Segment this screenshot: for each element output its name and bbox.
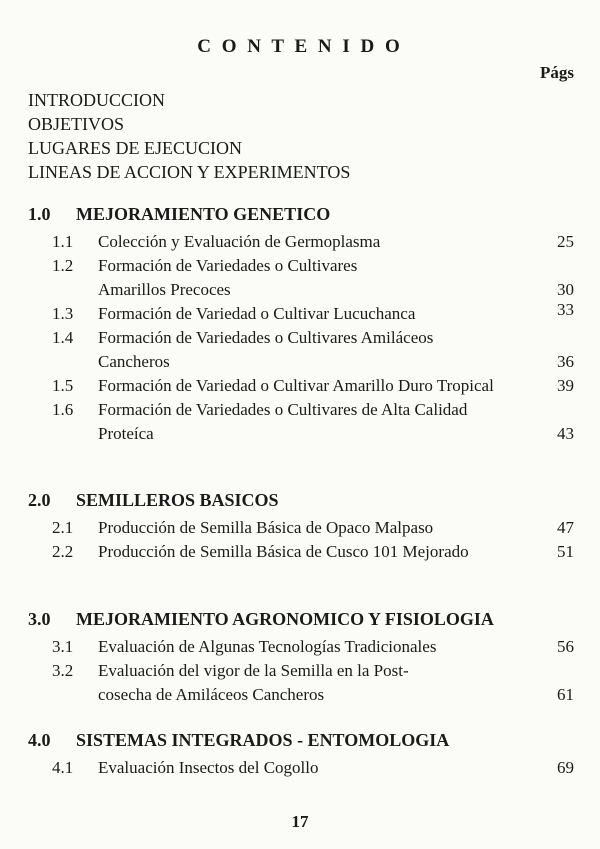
section-heading bbox=[0, 609, 600, 635]
entry-text: Formación de Variedad o Cultivar Lucuchanca bbox=[98, 304, 416, 323]
toc-entry bbox=[0, 659, 600, 707]
section-mejoramiento-agronomico bbox=[0, 609, 600, 707]
pages-column-header: Págs bbox=[540, 63, 574, 82]
toc-entry bbox=[0, 540, 600, 564]
entry-number: 1.1 bbox=[52, 232, 74, 251]
toc-entry bbox=[0, 374, 600, 398]
entry-page: 43 bbox=[557, 424, 574, 443]
entry-text: Formación de Variedades o Cultivares Amarillos Precoces bbox=[98, 256, 358, 299]
section-number: 1.0 bbox=[28, 204, 51, 224]
section-number: 2.0 bbox=[28, 490, 51, 510]
entry-number: 2.2 bbox=[52, 542, 74, 561]
entry-text: Evaluación de Algunas Tecnologías Tradicionales bbox=[98, 637, 437, 656]
section-semilleros-basicos bbox=[0, 490, 600, 564]
intro-item: INTRODUCCION bbox=[28, 90, 165, 110]
toc-entry bbox=[0, 398, 600, 446]
entry-page: 39 bbox=[557, 376, 574, 395]
entry-text: Evaluación Insectos del Cogollo bbox=[98, 758, 319, 777]
entry-page: 51 bbox=[557, 542, 574, 561]
entry-text: Producción de Semilla Básica de Opaco Malpaso bbox=[98, 518, 434, 537]
entry-number: 2.1 bbox=[52, 518, 74, 537]
section-heading bbox=[0, 730, 600, 756]
section-mejoramiento-genetico bbox=[0, 204, 600, 446]
entry-number: 1.5 bbox=[52, 376, 74, 395]
intro-item: LINEAS DE ACCION Y EXPERIMENTOS bbox=[28, 162, 351, 182]
section-number: 4.0 bbox=[28, 730, 51, 750]
intro-item: OBJETIVOS bbox=[28, 114, 125, 134]
section-number: 3.0 bbox=[28, 609, 51, 629]
entry-number: 1.6 bbox=[52, 400, 74, 419]
toc-entry bbox=[0, 516, 600, 540]
toc-entry bbox=[0, 254, 600, 302]
entry-page: 61 bbox=[557, 685, 574, 704]
entry-page: 30 bbox=[557, 280, 574, 299]
entry-text: Formación de Variedades o Cultivares de Alta Calidad Proteíca bbox=[98, 400, 468, 443]
entry-number: 1.3 bbox=[52, 304, 74, 323]
entry-number: 1.2 bbox=[52, 256, 74, 275]
section-title: MEJORAMIENTO GENETICO bbox=[76, 204, 331, 224]
entry-text: Producción de Semilla Básica de Cusco 101 Mejorado bbox=[98, 542, 469, 561]
entry-text: Colección y Evaluación de Germoplasma bbox=[98, 232, 381, 251]
toc-entry bbox=[0, 302, 600, 326]
page-number: 17 bbox=[291, 812, 309, 831]
entry-number: 4.1 bbox=[52, 758, 74, 777]
entry-text: Formación de Variedades o Cultivares Amiláceos Cancheros bbox=[98, 328, 434, 371]
contents-title: C O N T E N I D O bbox=[197, 36, 403, 57]
entry-page: 47 bbox=[557, 518, 574, 537]
intro-item: LUGARES DE EJECUCION bbox=[28, 138, 242, 158]
toc-entry bbox=[0, 230, 600, 254]
entry-number: 1.4 bbox=[52, 328, 74, 347]
entry-page: 56 bbox=[557, 637, 574, 656]
section-title: SEMILLEROS BASICOS bbox=[76, 490, 279, 510]
section-title: MEJORAMIENTO AGRONOMICO Y FISIOLOGIA bbox=[76, 609, 494, 629]
entry-page: 33 bbox=[557, 300, 574, 319]
section-title: SISTEMAS INTEGRADOS - ENTOMOLOGIA bbox=[76, 730, 450, 750]
entry-text: Evaluación del vigor de la Semilla en la Post-cosecha de Amiláceos Cancheros bbox=[98, 661, 409, 704]
entry-text: Formación de Variedad o Cultivar Amarillo Duro Tropical bbox=[98, 376, 494, 395]
section-heading bbox=[0, 204, 600, 230]
entry-page: 69 bbox=[557, 758, 574, 777]
entry-number: 3.2 bbox=[52, 661, 74, 680]
toc-entry bbox=[0, 326, 600, 374]
section-sistemas-integrados bbox=[0, 730, 600, 780]
section-heading bbox=[0, 490, 600, 516]
entry-number: 3.1 bbox=[52, 637, 74, 656]
intro-list bbox=[28, 88, 350, 184]
toc-entry bbox=[0, 756, 600, 780]
entry-page: 36 bbox=[557, 352, 574, 371]
toc-entry bbox=[0, 635, 600, 659]
entry-page: 25 bbox=[557, 232, 574, 251]
